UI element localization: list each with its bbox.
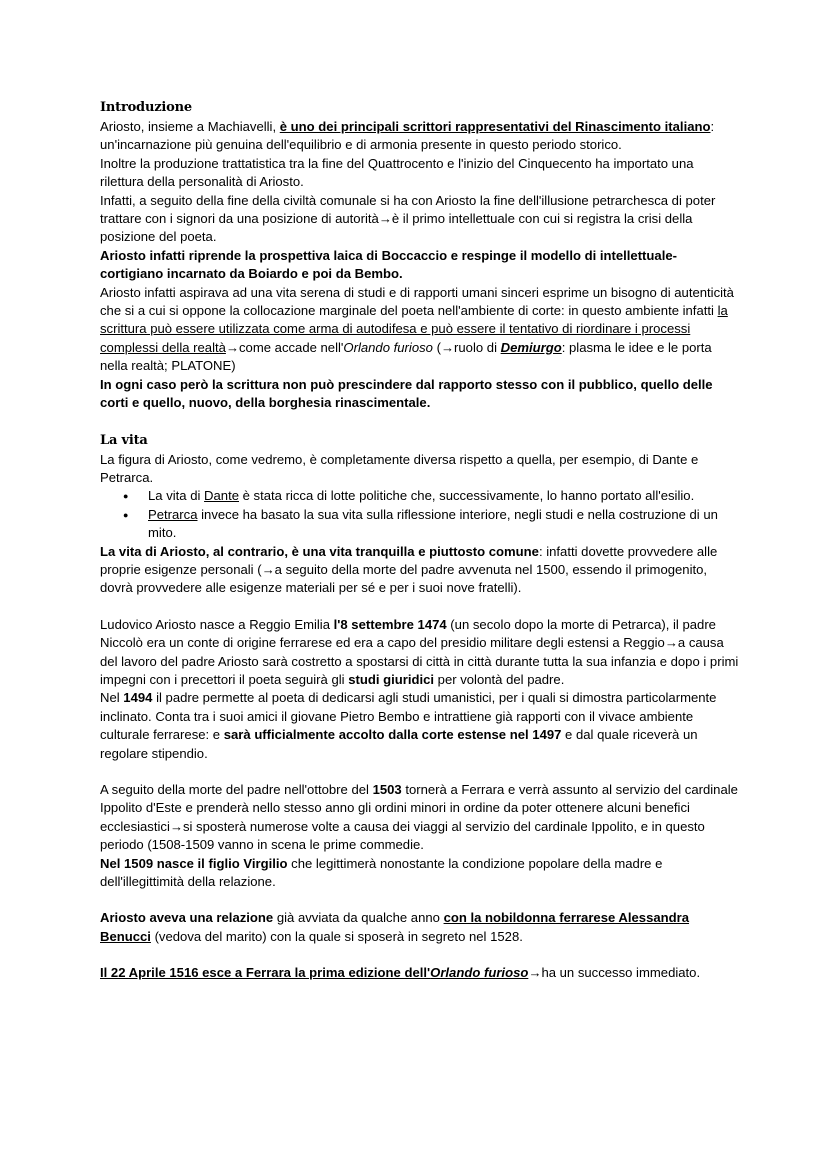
document-body	[100, 98, 740, 983]
intro-paragraph-6: In ogni caso però la scrittura non può prescindere dal rapporto stesso con il pubblico, quello delle corti e quello, nuovo, della borghesia rinascimentale.	[100, 376, 713, 411]
list-item: ● Petrarca invece ha basato la sua vita sulla riflessione interiore, negli studi e nella costruzione di un mito.	[100, 506, 740, 543]
list-item: ● La vita di Dante è stata ricca di lotte politiche che, successivamente, lo hanno portato all'esilio.	[100, 487, 740, 505]
italic-title: Orlando furioso	[430, 965, 529, 981]
vita-paragraph-8: Il 22 Aprile 1516 esce a Ferrara la prima edizione dell'Orlando furioso→ha un successo immediato.	[100, 965, 701, 981]
bullet-list	[100, 487, 740, 542]
intro-paragraph-2: Inoltre la produzione trattatistica tra la fine del Quattrocento e l'inizio del Cinquecento ha importato una rilettura della personalità di Ariosto.	[100, 155, 694, 190]
vita-paragraph-3: Ludovico Ariosto nasce a Reggio Emilia l'8 settembre 1474 (un secolo dopo la morte di Petrarca), il padre Niccolò era un conte di origine ferrarese ed era a capo del presidio militare degli estensi a Reggio→a causa del lavoro del padre Ariosto sarà costretto a spostarsi di città in città durante tutta la sua infanzia e dopo i primi impegni con i precettori il poeta seguirà gli studi giuridici per volontà del padre.	[100, 616, 739, 687]
intro-paragraph-1: Ariosto, insieme a Machiavelli, è uno dei principali scrittori rappresentativi del Rinascimento italiano: un'incarnazione più genuina dell'equilibrio e di armonia presente in questo periodo storico.	[100, 119, 715, 153]
vita-paragraph-5: A seguito della morte del padre nell'ottobre del 1503 tornerà a Ferrara e verrà assunto al servizio del cardinale Ippolito d'Este e prenderà nello stesso anno gli ordini minori in ordine da poter ottenere alcuni benefici ecclesiastici→si sposterà numerose volte a causa dei viaggi al servizio del cardinale Ippolito, e in questo periodo (1508-1509 vanno in scena le prime commedie.	[100, 782, 738, 853]
vita-paragraph-6: Nel 1509 nasce il figlio Virgilio che legittimerà nonostante la condizione popolare della madre e dell'illegittimità della relazione.	[100, 855, 663, 890]
section-heading-la-vita: La vita	[100, 432, 148, 448]
vita-paragraph-2: La vita di Ariosto, al contrario, è una vita tranquilla e piuttosto comune: infatti dovette provvedere alle proprie esigenze personali (→a seguito della morte del padre avvenuta nel 1500, essendo il primogenito, dovrà provvedere alle esigenze materiali per sé e per i suoi nove fratelli).	[100, 543, 718, 596]
underlined-text: la scrittura può essere utilizzata come arma di autodifesa e può essere il tentativo di riordinare i processi complessi della realtà	[100, 303, 728, 355]
intro-paragraph-5: Ariosto infatti aspirava ad una vita serena di studi e di rapporti umani sinceri esprime un bisogno di autenticità che si a cui si oppone la collocazione marginale del poeta nell'ambiente di corte: in questo ambiente infatti la scrittura può essere utilizzata come arma di autodifesa e può essere il tentativo di riordinare i processi complessi della realtà→come accade nell'Orlando furioso (→ruolo di Demiurgo: plasma le idee e le porta nella realtà; PLATONE)	[100, 284, 734, 374]
vita-paragraph-4: Nel 1494 il padre permette al poeta di dedicarsi agli studi umanistici, per i quali si dimostra particolarmente inclinato. Conta tra i suoi amici il giovane Pietro Bembo e intrattiene già rapporti con il vivace ambiente culturale ferrarese: e sarà ufficialmente accolto dalla corte estense nel 1497 e dal quale riceverà un regolare stipendio.	[100, 690, 717, 761]
underlined-bold-text: è uno dei principali scrittori rappresentativi del Rinascimento italiano	[279, 119, 711, 134]
section-heading-introduzione: Introduzione	[100, 100, 192, 115]
vita-paragraph-7: Ariosto aveva una relazione già avviata da qualche anno con la nobildonna ferrarese Alessandra Benucci (vedova del marito) con la quale si sposerà in segreto nel 1528.	[100, 910, 690, 944]
vita-paragraph-1: La figura di Ariosto, come vedremo, è completamente diversa rispetto a quella, per esempio, di Dante e Petrarca.	[100, 451, 699, 485]
intro-paragraph-4: Ariosto infatti riprende la prospettiva laica di Boccaccio e respinge il modello di intellettuale-cortigiano incarnato da Boiardo e poi da Bembo.	[100, 247, 677, 282]
demiurgo-term: Demiurgo	[500, 339, 562, 355]
intro-paragraph-3: Infatti, a seguito della fine della civiltà comunale si ha con Ariosto la fine dell'illusione petrarchesca di poter trattare con i signori da una posizione di autorità→è il primo intellettuale con cui si registra la crisi della posizione del poeta.	[100, 192, 716, 245]
italic-title: Orlando furioso	[343, 339, 433, 355]
